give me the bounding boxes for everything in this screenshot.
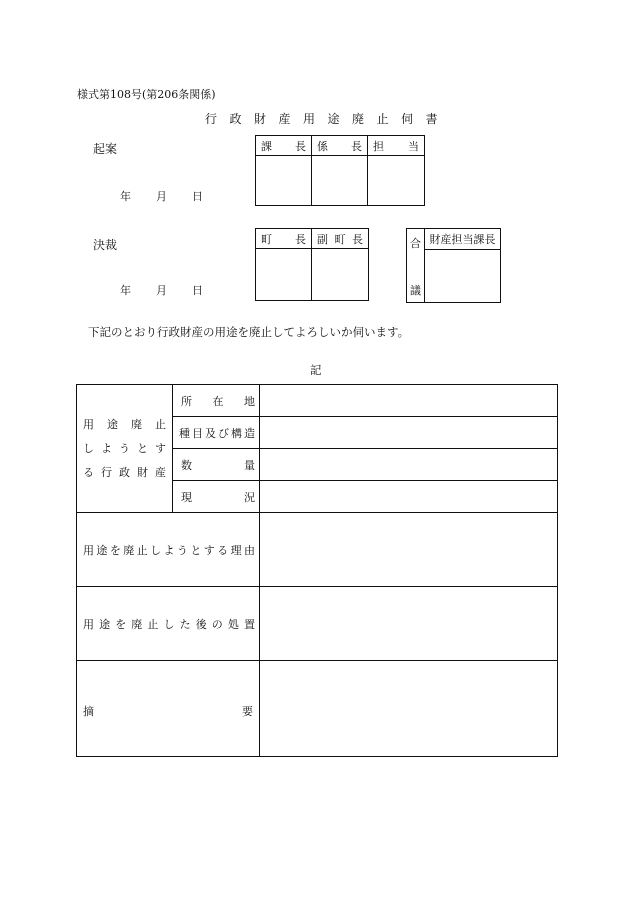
consultation-label-bottom: 議 [410,284,421,297]
type-structure-input[interactable] [260,417,558,449]
consultation-label-cell [407,229,425,303]
reason-input[interactable] [260,513,558,587]
disposal-label: 用途を廃止した後の処置 [83,617,255,631]
consultation-box [406,228,501,303]
consultation-seal-cell[interactable] [425,249,501,302]
draft-label: 起案 [93,142,118,156]
property-group-label [77,385,173,513]
approval-box-1 [255,135,425,206]
decision-year: 年 [120,284,131,297]
summary-label-left: 摘 [83,705,94,718]
location-input[interactable] [260,385,558,417]
row-label: 所在地 [181,394,255,408]
disposal-input[interactable] [260,587,558,661]
approval-header-label: 町 長 [261,232,306,246]
approval-seal-cell[interactable] [256,156,312,206]
row-label-location [173,385,260,417]
draft-month: 月 [156,190,167,203]
form-number: 様式第108号(第206条関係) [77,88,216,101]
consultation-role: 財産担当課長 [425,229,501,250]
disposal-label-cell [77,587,260,661]
decision-month: 月 [156,284,167,297]
approval-header-label: 課 長 [261,139,306,153]
approval-cell-header [312,229,369,249]
approval-cell-header [368,136,425,156]
row-label: 数量 [181,458,255,472]
group-label-line: し よ う と す [83,441,166,455]
decision-day: 日 [192,284,203,297]
approval-seal-cell[interactable] [312,249,369,301]
row-label-type [173,417,260,449]
row-label-status [173,481,260,513]
approval-header-label: 担 当 [373,139,419,153]
summary-label-cell [77,661,260,757]
draft-year: 年 [120,190,131,203]
row-label: 現況 [181,490,255,504]
statement-text: 下記のとおり行政財産の用途を廃止してよろしいか伺います。 [88,325,410,339]
summary-input[interactable] [260,661,558,757]
summary-label-right: 要 [242,705,253,718]
approval-cell-header [312,136,368,156]
approval-seal-cell[interactable] [256,249,312,301]
reason-label: 用途を廃止しようとする理由 [83,543,255,557]
group-label-line: 用 途 廃 止 [83,417,166,431]
approval-cell-header [256,229,312,249]
approval-seal-cell[interactable] [368,156,425,206]
row-label-quantity [173,449,260,481]
reason-label-cell [77,513,260,587]
approval-header-label: 副町長 [317,232,363,246]
consultation-label-top: 合 [410,237,421,250]
ki-label: 記 [310,363,322,377]
draft-day: 日 [192,190,203,203]
decision-label: 決裁 [93,238,118,252]
approval-seal-cell[interactable] [312,156,368,206]
document-title: 行政財産用途廃止伺書 [205,112,451,126]
approval-header-label: 係 長 [317,139,362,153]
approval-cell-header [256,136,312,156]
approval-box-2 [255,228,369,301]
status-input[interactable] [260,481,558,513]
group-label-line: る 行 政 財 産 [83,465,166,479]
quantity-input[interactable] [260,449,558,481]
property-table [76,384,558,757]
row-label: 種目及び構造 [179,426,255,440]
